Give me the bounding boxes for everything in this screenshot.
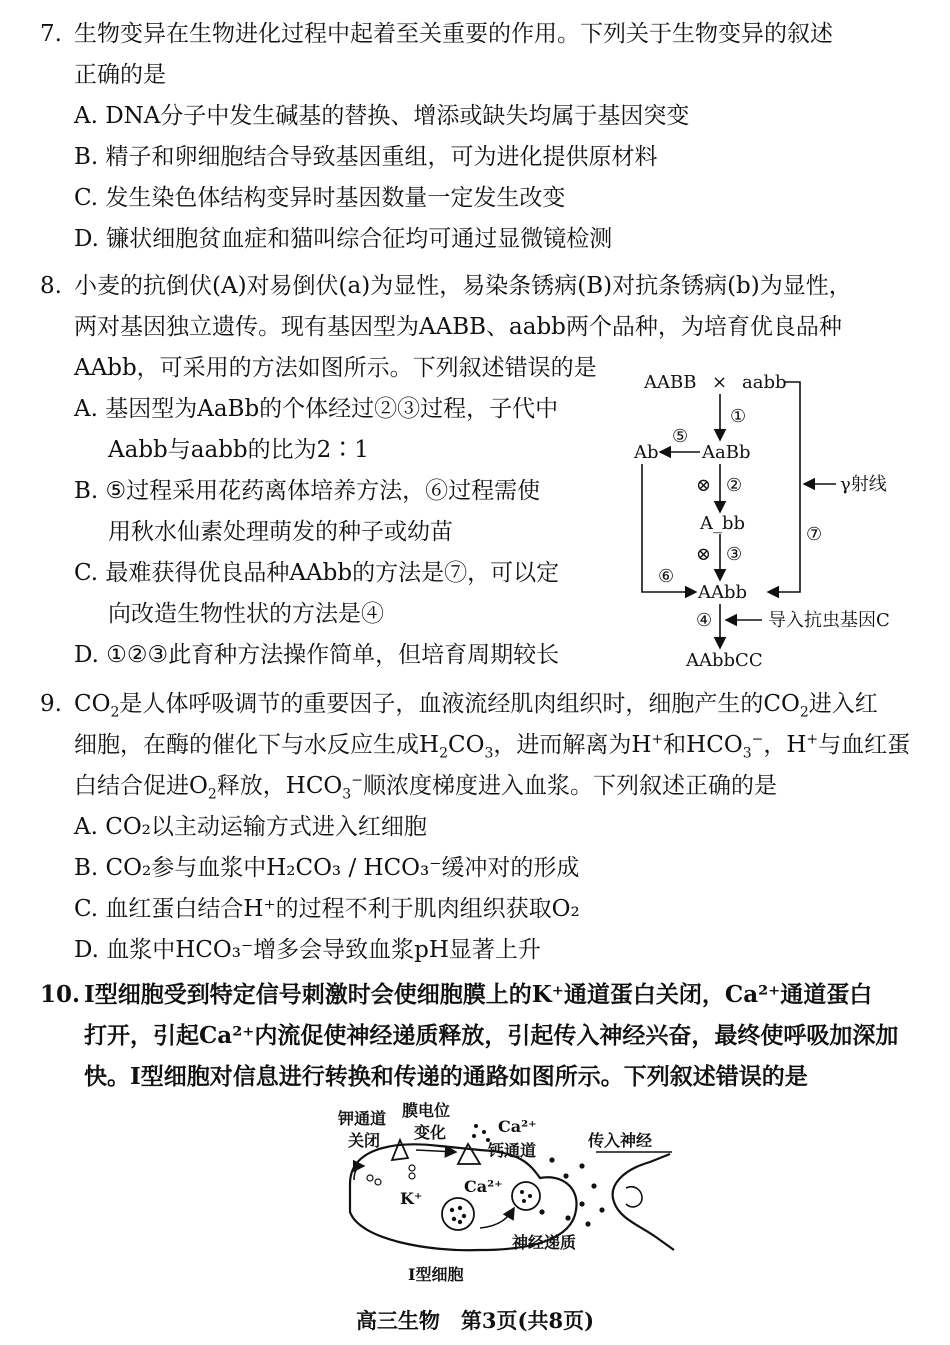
q9-option-b: B. CO₂参与血浆中H₂CO₃ / HCO₃⁻缓冲对的形成 bbox=[74, 855, 580, 881]
step-1-label: ① bbox=[730, 406, 747, 427]
q7-option-d: D. 镰状细胞贫血症和猫叫综合征均可通过显微镜检测 bbox=[74, 226, 613, 252]
q9-number: 9. bbox=[40, 691, 62, 717]
final-label: AAbbCC bbox=[686, 650, 763, 671]
step-4-label: ④ bbox=[696, 610, 713, 631]
q8-option-b-line2: 用秋水仙素处理萌发的种子或幼苗 bbox=[108, 519, 453, 545]
f2-label: A_bb bbox=[700, 513, 746, 534]
q7-option-c: C. 发生染色体结构变异时基因数量一定发生改变 bbox=[74, 185, 566, 211]
neurotransmitter-label: 神经递质 bbox=[512, 1233, 577, 1252]
selfing-symbol-2: ⊗ bbox=[696, 544, 712, 565]
membrane-potential-label-line1: 膜电位 bbox=[402, 1101, 451, 1120]
type-i-cell-label: Ⅰ型细胞 bbox=[408, 1265, 464, 1284]
q10-stem-line3: 快。Ⅰ型细胞对信息进行转换和传递的通路如图所示。下列叙述错误的是 bbox=[84, 1063, 808, 1090]
k-channel-label-line1: 钾通道 bbox=[338, 1109, 387, 1128]
q10-stem-line1: 10. Ⅰ型细胞受到特定信号刺激时会使细胞膜上的K⁺通道蛋白关闭，Ca²⁺通道蛋白 bbox=[40, 974, 920, 1015]
f1-label: AaBb bbox=[702, 442, 751, 463]
step-2-label: ② bbox=[726, 475, 743, 496]
step-7-label: ⑦ bbox=[806, 524, 823, 545]
afferent-nerve-label: 传入神经 bbox=[588, 1131, 653, 1150]
haploid-label: Ab bbox=[634, 442, 659, 463]
question-7 bbox=[40, 14, 920, 260]
q7-option-b: B. 精子和卵细胞结合导致基因重组，可为进化提供原材料 bbox=[74, 144, 658, 170]
question-10 bbox=[40, 974, 920, 1097]
type-i-cell-diagram bbox=[330, 1100, 690, 1288]
k-ion-label: K⁺ bbox=[400, 1189, 423, 1208]
q9-option-d: D. 血浆中HCO₃⁻增多会导致血浆pH显著上升 bbox=[74, 937, 541, 963]
q9-option-a: A. CO₂以主动运输方式进入红细胞 bbox=[74, 814, 427, 840]
gene-intro-label: 导入抗虫基因C bbox=[768, 610, 890, 631]
q8-number: 8. bbox=[40, 273, 62, 299]
q7-number: 7. bbox=[40, 21, 62, 47]
q8-option-a-line2: Aabb与aabb的比为2∶1 bbox=[108, 437, 369, 463]
q7-stem-line1: 7. 生物变异在生物进化过程中起着至关重要的作用。下列关于生物变异的叙述 bbox=[40, 14, 920, 55]
q8-option-d: D. ①②③此育种方法操作简单，但培育周期较长 bbox=[74, 642, 560, 668]
q8-option-c-line1: C. 最难获得优良品种AAbb的方法是⑦，可以定 bbox=[74, 560, 560, 586]
q8-stem-line2: 两对基因独立遗传。现有基因型为AABB、aabb两个品种，为培育优良品种 bbox=[74, 314, 842, 340]
q8-option-a-line1: A. 基因型为AaBb的个体经过②③过程，子代中 bbox=[74, 396, 559, 422]
step-5-label: ⑤ bbox=[672, 426, 689, 447]
cross-symbol: × bbox=[712, 372, 728, 393]
ca-inside-label: Ca²⁺ bbox=[464, 1177, 503, 1196]
target-label: AAbb bbox=[698, 582, 748, 603]
page-footer: 高三生物 第3页(共8页) bbox=[355, 1308, 595, 1333]
q7-stem-line2: 正确的是 bbox=[74, 62, 166, 88]
gamma-ray-label: γ射线 bbox=[840, 474, 887, 495]
question-9 bbox=[40, 684, 920, 971]
q8-stem-line3: AAbb，可采用的方法如图所示。下列叙述错误的是 bbox=[74, 355, 597, 381]
selfing-symbol-1: ⊗ bbox=[696, 475, 712, 496]
breeding-diagram bbox=[620, 362, 920, 674]
q10-stem-line2: 打开，引起Ca²⁺内流促使神经递质释放，引起传入神经兴奋，最终使呼吸加深加 bbox=[84, 1022, 899, 1049]
q8-stem-line1: 8. 小麦的抗倒伏(A)对易倒伏(a)为显性，易染条锈病(B)对抗条锈病(b)为显性， bbox=[40, 266, 920, 307]
ca-channel-label: 钙通道 bbox=[488, 1141, 537, 1160]
q10-number: 10. bbox=[40, 981, 81, 1008]
q8-option-b-line1: B. ⑤过程采用花药离体培养方法，⑥过程需使 bbox=[74, 478, 541, 504]
parent2-label: aabb bbox=[742, 372, 787, 393]
step-3-label: ③ bbox=[726, 544, 743, 565]
q9-stem-line3: 白结合促进$O_2$释放，$HCO_3^-$顺浓度梯度进入血浆。下列叙述正确的是 bbox=[74, 772, 777, 803]
q7-option-a: A. DNA分子中发生碱基的替换、增添或缺失均属于基因突变 bbox=[74, 103, 690, 129]
step-6-label: ⑥ bbox=[658, 566, 675, 587]
k-channel-label-line2: 关闭 bbox=[348, 1131, 381, 1150]
q9-option-c: C. 血红蛋白结合H⁺的过程不利于肌肉组织获取O₂ bbox=[74, 896, 580, 922]
membrane-potential-label-line2: 变化 bbox=[414, 1123, 447, 1142]
ca-outside-label: Ca²⁺ bbox=[498, 1117, 537, 1136]
q9-stem-line1: 9. $CO_2$是人体呼吸调节的重要因子，血液流经肌肉组织时，细胞产生的$CO_2$进入红 bbox=[40, 684, 920, 725]
afferent-nerve bbox=[613, 1154, 674, 1250]
q8-option-c-line2: 向改造生物性状的方法是④ bbox=[108, 601, 384, 627]
parent1-label: AABB bbox=[644, 372, 697, 393]
q9-stem-line2: 细胞，在酶的催化下与水反应生成$H_2CO_3$，进而解离为H+和$HCO_3^-$，H+与血红蛋 bbox=[74, 731, 911, 762]
